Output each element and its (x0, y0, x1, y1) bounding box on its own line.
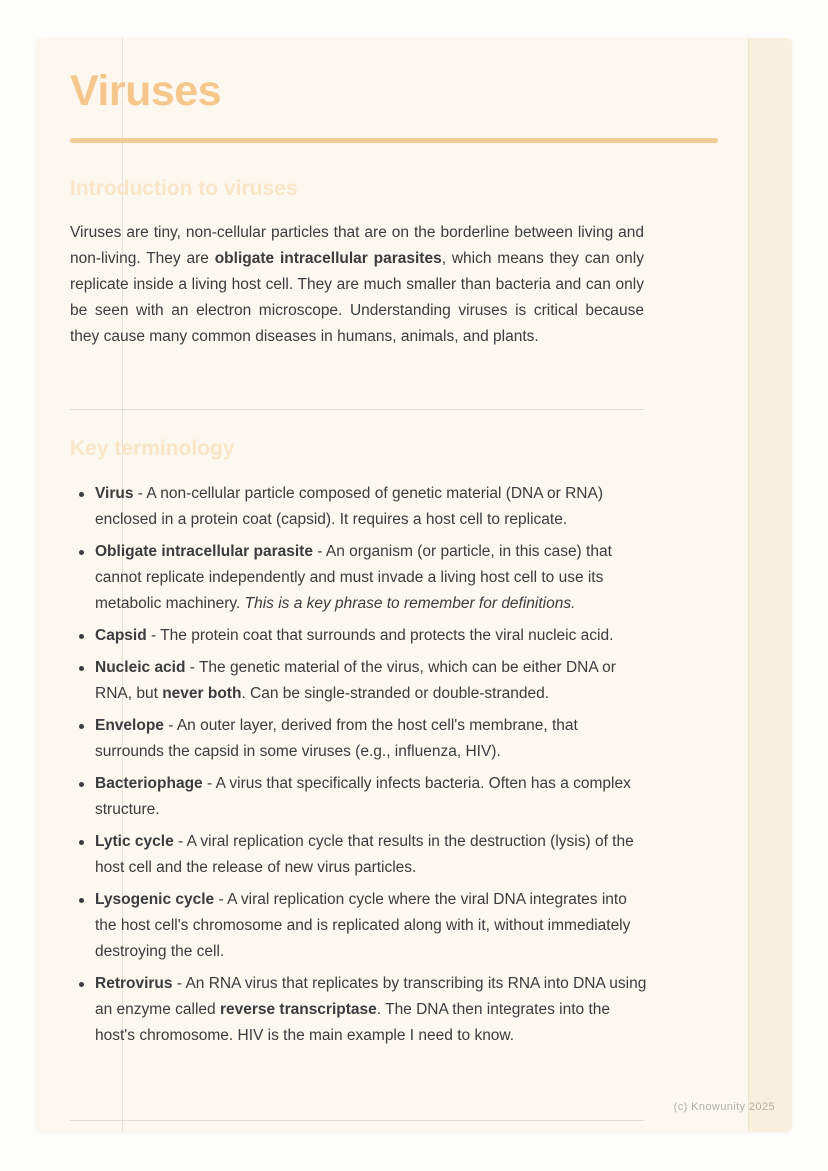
footer-copyright: (c) Knowunity 2025 (673, 1101, 775, 1113)
list-item (70, 829, 650, 881)
bullet-dot (79, 492, 84, 497)
list-item-text: Obligate intracellular parasite - An organism (or particle, in this case) that cannot replicate independently and must invade a living host cell to use its metabolic machinery. This is a key phrase to remember for definitions. (95, 543, 612, 612)
section-heading-introduction: Introduction to viruses (70, 177, 298, 200)
bullet-dot (79, 898, 84, 903)
list-item-text: Retrovirus - An RNA virus that replicates by transcribing its RNA into DNA using an enzyme called reverse transcriptase. The DNA then integrates into the host's chromosome. HIV is the main example I need to know. (95, 975, 647, 1044)
terminology-list (70, 481, 650, 1055)
note-page-card (36, 38, 792, 1132)
title-underline-rule (70, 138, 718, 143)
bullet-dot (79, 840, 84, 845)
intro-paragraph: Viruses are tiny, non-cellular particles that are on the borderline between living and non-living. They are obligate intracellular parasites, which means they can only replicate inside a living host cell. They are much smaller than bacteria and can only be seen with an electron microscope. Understanding viruses is critical because they cause many common diseases in humans, animals, and plants. (70, 224, 644, 345)
bullet-dot (79, 634, 84, 639)
list-item-text: Lytic cycle - A viral replication cycle that results in the destruction (lysis) of the host cell and the release of new virus particles. (95, 833, 634, 876)
list-item (70, 623, 650, 649)
list-item-text: Envelope - An outer layer, derived from the host cell's membrane, that surrounds the capsid in some viruses (e.g., influenza, HIV). (95, 717, 578, 760)
list-item (70, 887, 650, 965)
bullet-dot (79, 982, 84, 987)
list-item (70, 655, 650, 707)
list-item (70, 481, 650, 533)
section-heading-terminology: Key terminology (70, 437, 235, 460)
list-item-text: Lysogenic cycle - A viral replication cycle where the viral DNA integrates into the host cell's chromosome and is replicated along with it, without immediately destroying the cell. (95, 891, 631, 960)
bottom-section-divider (70, 1120, 644, 1121)
list-item (70, 713, 650, 765)
notebook-right-stripe (748, 38, 792, 1132)
list-item-text: Nucleic acid - The genetic material of the virus, which can be either DNA or RNA, but never both. Can be single-stranded or double-stranded. (95, 659, 616, 702)
list-item-text: Bacteriophage - A virus that specifically infects bacteria. Often has a complex structure. (95, 775, 631, 818)
page-title: Viruses (70, 67, 222, 115)
list-item (70, 771, 650, 823)
bullet-dot (79, 550, 84, 555)
list-item-text: Virus - A non-cellular particle composed of genetic material (DNA or RNA) enclosed in a protein coat (capsid). It requires a host cell to replicate. (95, 485, 604, 528)
bullet-dot (79, 666, 84, 671)
list-item-text: Capsid - The protein coat that surrounds and protects the viral nucleic acid. (95, 627, 614, 644)
section-divider (70, 409, 644, 410)
bullet-dot (79, 782, 84, 787)
list-item (70, 539, 650, 617)
list-item (70, 971, 650, 1049)
bullet-dot (79, 724, 84, 729)
